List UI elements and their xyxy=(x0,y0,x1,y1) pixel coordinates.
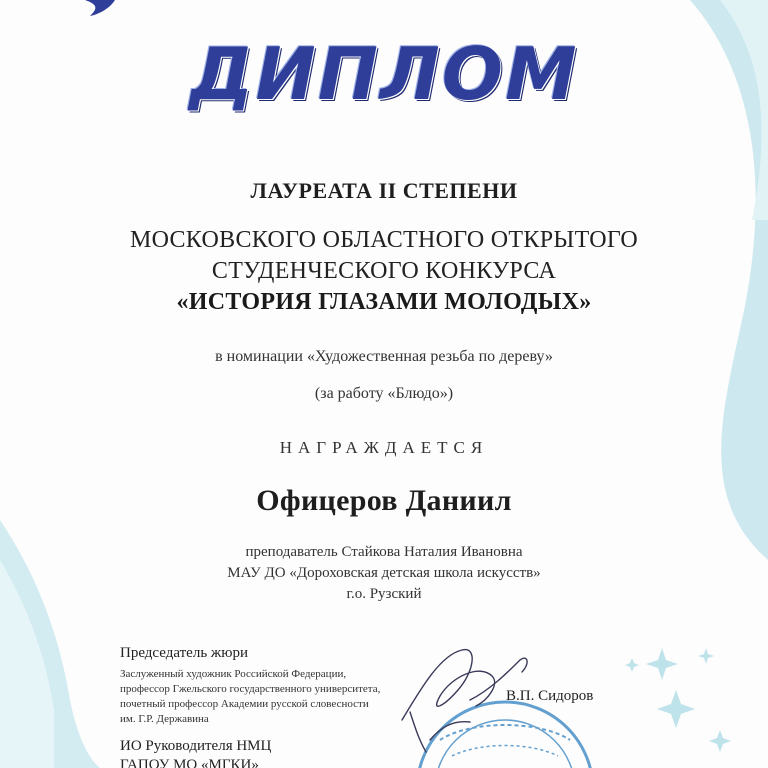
diploma-title: ДИПЛОМ xyxy=(189,32,579,116)
recipient-name: Офицеров Даниил xyxy=(256,484,512,517)
laureate-degree: ЛАУРЕАТА II СТЕПЕНИ xyxy=(250,178,518,203)
school-name: МАУ ДО «Дороховская детская школа искусств» xyxy=(227,565,541,581)
jury-detail-line: им. Г.Р. Державина xyxy=(120,713,209,725)
teacher-name: преподаватель Стайкова Наталия Ивановна xyxy=(245,544,523,560)
contest-name-line-2: СТУДЕНЧЕСКОГО КОНКУРСА xyxy=(211,258,557,284)
jury-chair-title: Председатель жюри xyxy=(120,645,249,661)
jury-signatory-name: В.П. Сидоров xyxy=(506,688,594,704)
head-title-line-1: ИО Руководителя НМЦ xyxy=(120,738,272,754)
jury-detail-line: почетный профессор Академии русской словесности xyxy=(120,698,369,710)
nomination: в номинации «Художественная резьба по дереву» xyxy=(215,348,553,365)
work-title: (за работу «Блюдо») xyxy=(314,385,454,402)
top-logo-fragment xyxy=(85,0,115,16)
jury-detail-line: Заслуженный художник Российской Федерации, xyxy=(120,668,347,680)
head-title-line-2: ГАПОУ МО «МГКИ» xyxy=(120,757,259,768)
contest-name-line-1: МОСКОВСКОГО ОБЛАСТНОГО ОТКРЫТОГО xyxy=(129,227,639,253)
city-name: г.о. Рузский xyxy=(346,586,422,602)
contest-name-line-3: «ИСТОРИЯ ГЛАЗАМИ МОЛОДЫХ» xyxy=(176,289,592,315)
jury-detail-line: профессор Гжельского государственного университета, xyxy=(120,683,381,695)
sparkle-icon xyxy=(625,648,731,752)
stamp-seal xyxy=(417,702,593,768)
awarded-heading: НАГРАЖДАЕТСЯ xyxy=(279,438,489,457)
